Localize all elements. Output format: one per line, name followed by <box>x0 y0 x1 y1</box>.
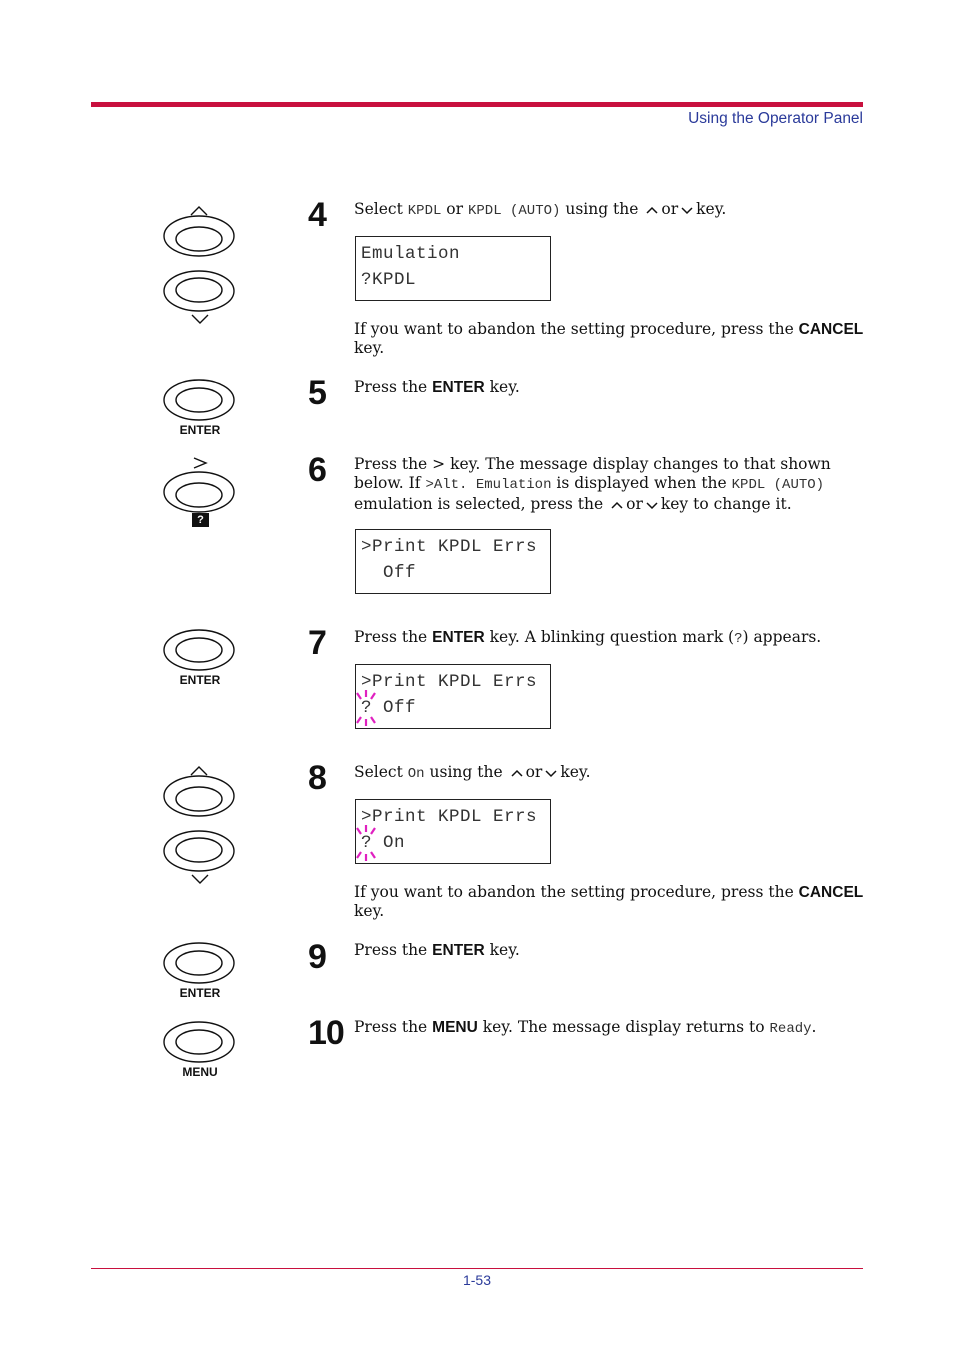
display-line-1: Emulation <box>361 244 461 264</box>
up-down-keys-step8 <box>160 763 240 887</box>
enter-key-step5[interactable] <box>160 376 240 438</box>
header-rule <box>91 102 863 107</box>
enter-key-label: ENTER <box>179 986 221 1000</box>
step-4-instruction: Select KPDL or KPDL (AUTO) using the or key. <box>354 200 727 219</box>
display-line-2: ? Off <box>361 698 417 718</box>
enter-key-shape <box>160 626 240 674</box>
step-9-instruction: Press the ENTER key. <box>354 941 520 959</box>
up-down-keys-step4 <box>160 203 240 327</box>
message-display <box>355 799 551 864</box>
message-display <box>355 664 551 729</box>
step-number: 9 <box>308 938 326 976</box>
display-line-2: ?KPDL <box>361 270 417 290</box>
step-number: 4 <box>308 196 326 234</box>
step-8-note: If you want to abandon the setting procedure, press the CANCEL key. <box>354 883 864 920</box>
blinking-indicator-icon <box>354 689 382 727</box>
up-arrow-icon <box>611 500 623 510</box>
message-display <box>355 529 551 594</box>
down-arrow-icon <box>192 315 208 323</box>
up-key-button[interactable] <box>164 776 234 816</box>
enter-key-step7[interactable] <box>160 626 240 688</box>
up-arrow-icon <box>646 205 658 215</box>
up-arrow-icon <box>191 767 207 775</box>
display-line-1: >Print KPDL Errs <box>361 807 538 827</box>
step-number: 5 <box>308 374 326 412</box>
right-arrow-icon <box>194 458 206 468</box>
down-arrow-icon <box>192 875 208 883</box>
down-arrow-icon <box>681 205 693 215</box>
step-number: 6 <box>308 451 326 489</box>
display-line-2: ? On <box>361 833 406 853</box>
blinking-indicator-icon <box>354 824 382 862</box>
step-10-instruction: Press the MENU key. The message display returns to Ready. <box>354 1018 817 1037</box>
section-title: Using the Operator Panel <box>688 110 863 127</box>
question-key-badge: ? <box>192 513 209 527</box>
menu-key-label: MENU <box>182 1065 218 1079</box>
enter-key-label: ENTER <box>179 423 221 437</box>
step-number: 10 <box>308 1014 344 1052</box>
footer-rule <box>91 1268 863 1269</box>
step-number: 8 <box>308 759 326 797</box>
display-line-2: Off <box>361 563 417 583</box>
enter-key-step9[interactable] <box>160 939 240 1001</box>
step-number: 7 <box>308 624 326 662</box>
right-key-step6[interactable] <box>160 454 240 514</box>
display-line-1: >Print KPDL Errs <box>361 672 538 692</box>
menu-key-shape <box>160 1018 240 1066</box>
up-arrow-icon <box>511 768 523 778</box>
up-key-button[interactable] <box>164 216 234 256</box>
display-line-1: >Print KPDL Errs <box>361 537 538 557</box>
enter-key-shape <box>160 939 240 987</box>
menu-key-step10[interactable] <box>160 1018 240 1080</box>
page-number: 1-53 <box>462 1272 492 1288</box>
step-4-note: If you want to abandon the setting procedure, press the CANCEL key. <box>354 320 864 357</box>
message-display <box>355 236 551 301</box>
step-6-instruction: Press the > key. The message display changes to that shown below. If >Alt. Emulation is displayed when the KPDL (AUTO) emulation is selected, press the or key to change it. <box>354 455 831 513</box>
step-5-instruction: Press the ENTER key. <box>354 378 520 396</box>
up-arrow-icon <box>191 207 207 215</box>
down-key-button[interactable] <box>164 271 234 311</box>
down-key-button[interactable] <box>164 831 234 871</box>
step-8-instruction: Select On using the or key. <box>354 763 591 782</box>
enter-key-label: ENTER <box>179 673 221 687</box>
down-arrow-icon <box>545 768 557 778</box>
step-7-instruction: Press the ENTER key. A blinking question mark (?) appears. <box>354 628 822 647</box>
down-arrow-icon <box>646 500 658 510</box>
enter-key-shape <box>160 376 240 424</box>
